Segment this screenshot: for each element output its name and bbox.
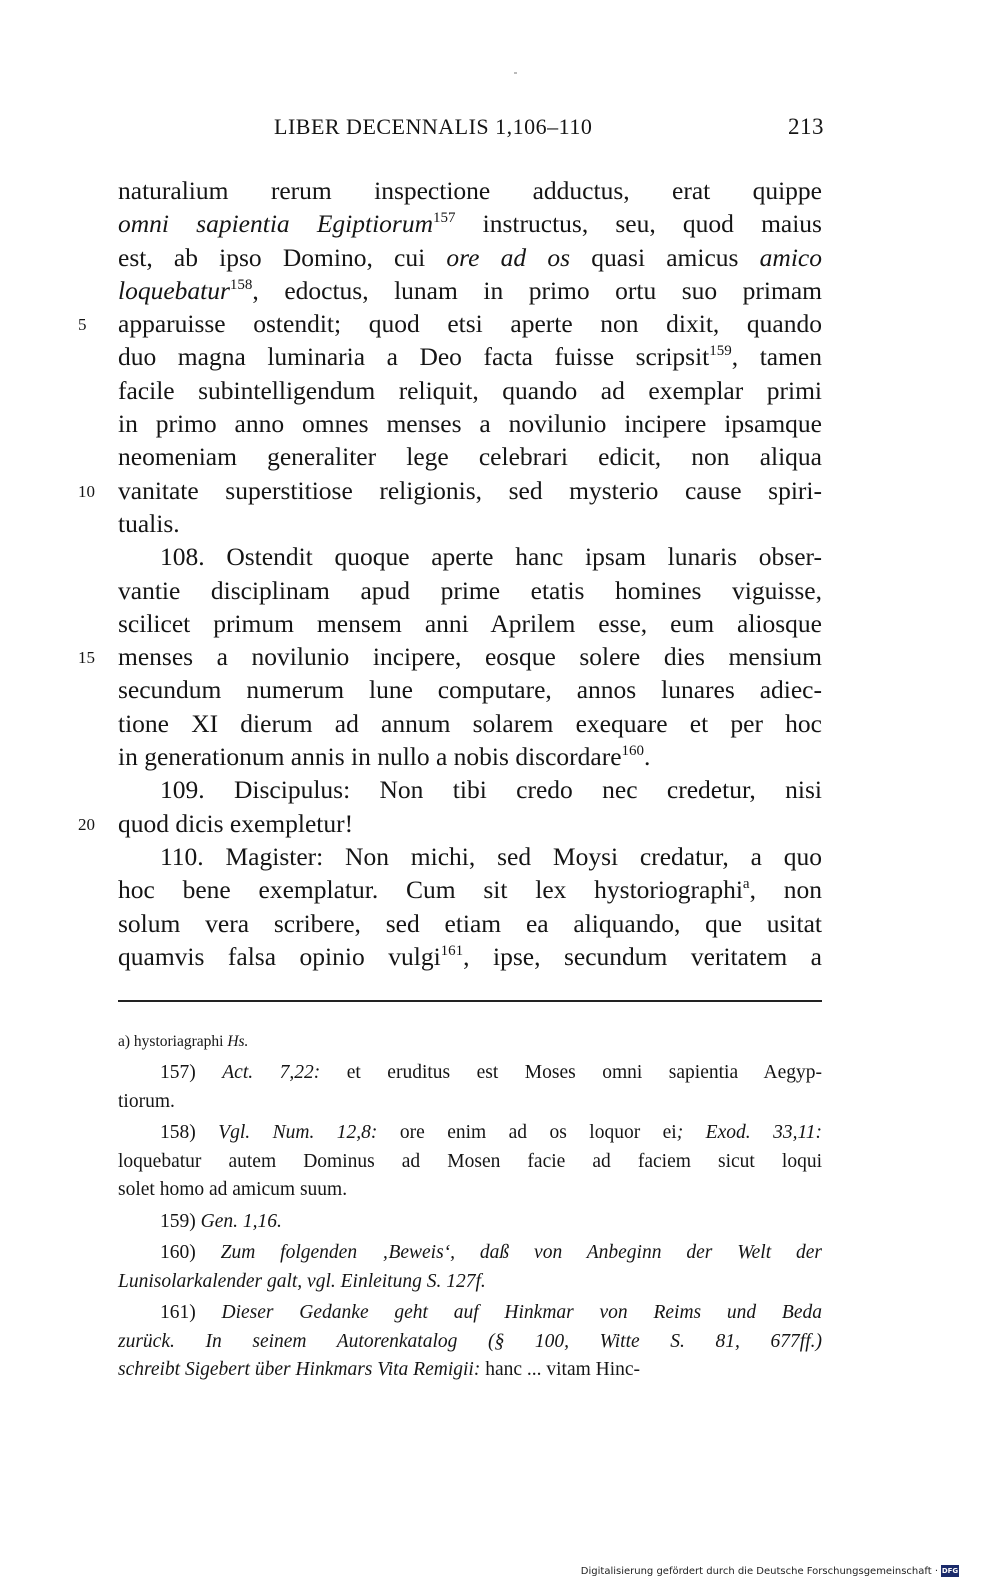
running-title: LIBER DECENNALIS 1,106–110 xyxy=(274,114,593,139)
text-line: est, ab ipso Domino, cui ore ad os quasi amicus amico xyxy=(118,242,822,272)
running-head xyxy=(118,114,824,144)
footnote-divider xyxy=(118,1000,822,1002)
main-text xyxy=(78,174,822,973)
footnote-158-cont: solet homo ad amicum suum. xyxy=(118,1179,348,1200)
paragraph-109-start: 109. Discipulus: Non tibi credo nec credetur, nisi xyxy=(160,775,822,805)
page-number: 213 xyxy=(788,114,824,139)
text-line: neomeniam generaliter lege celebrari edicit, non aliqua xyxy=(118,442,822,472)
text-line: 15 menses a novilunio incipere, eosque solere dies mensium xyxy=(118,640,822,673)
footnotes xyxy=(118,1033,822,1385)
footnote-ref: 161 xyxy=(440,942,464,959)
footnote-ref: 159 xyxy=(709,343,732,360)
text-line: in generationum annis in nullo a nobis discordare$^{160}$. xyxy=(118,742,651,772)
text-line: solum vera scribere, sed etiam ea aliquando, que usitat xyxy=(118,908,822,938)
footnote-161-cont: zurück. In seinem Autorenkatalog (§ 100, Witte S. 81, 677ff.) xyxy=(118,1330,822,1352)
text-line: 10 vanitate superstitiose religionis, sed mysterio cause spiri- xyxy=(118,474,822,507)
line-number: 20 xyxy=(78,814,95,834)
footnote-157: 157) Act. 7,22: et eruditus est Moses omni sapientia Aegyp- xyxy=(160,1062,822,1083)
text-line: omni sapientia Egiptiorum$^{157}$ instructus, seu, quod maius xyxy=(118,209,822,239)
text-line: 20 quod dicis exempletur! xyxy=(118,807,822,840)
footnote-159: 159) Gen. 1,16. xyxy=(160,1210,282,1232)
footnote-157-cont: tiorum. xyxy=(118,1090,175,1112)
footnote-ref: 158 xyxy=(229,276,253,293)
text-line: vantie disciplinam apud prime etatis homines viguisse, xyxy=(118,575,822,605)
footnote-ref: 157 xyxy=(433,210,456,227)
digitization-credit: Digitalisierung gefördert durch die Deutsche Forschungsgemeinschaft · xyxy=(580,1566,938,1577)
text-line: duo magna luminaria a Deo facta fuisse scripsit$^{159}$, tamen xyxy=(118,342,822,372)
line-number: 15 xyxy=(78,648,95,668)
text-line: in primo anno omnes menses a novilunio incipere ipsamque xyxy=(118,409,822,439)
dfg-logo: DFG xyxy=(941,1567,959,1575)
line-number: 5 xyxy=(78,315,87,335)
text-line: facile subintelligendum reliquit, quando ad exemplar primi xyxy=(118,375,822,405)
paragraph-110-start: 110. Magister: Non michi, sed Moysi credatur, a quo xyxy=(160,841,822,871)
paragraph-108-start: 108. Ostendit quoque aperte hanc ipsam lunaris obser- xyxy=(160,542,822,572)
text-line: secundum numerum lune computare, annos lunares adiec- xyxy=(118,675,822,705)
text-line: tualis. xyxy=(118,508,180,538)
text-line: tione XI dierum ad annum solarem exequare et per hoc xyxy=(118,708,822,738)
line-number: 10 xyxy=(78,481,95,501)
text-line: scilicet primum mensem anni Aprilem esse, eum aliosque xyxy=(118,608,822,638)
footnote-161: 161) Dieser Gedanke geht auf Hinkmar von Reims und Beda xyxy=(160,1302,822,1323)
apparatus-note-a: a) hystoriagraphi Hs. xyxy=(118,1033,249,1050)
footnote-160: 160) Zum folgenden ‚Beweis‘, daß von Anbeginn der Welt der xyxy=(160,1242,822,1263)
footnote-158-cont: loquebatur autem Dominus ad Mosen facie ad faciem sicut loqui xyxy=(118,1150,822,1172)
text-line: 5 apparuisse ostendit; quod etsi aperte non dixit, quando xyxy=(118,307,822,340)
apparatus-ref: a xyxy=(742,876,750,893)
text-line: naturalium rerum inspectione adductus, erat quippe xyxy=(118,176,822,205)
footnote-160-cont: Lunisolarkalender galt, vgl. Einleitung S. 127f. xyxy=(118,1270,486,1292)
footnote-158: 158) Vgl. Num. 12,8: ore enim ad os loquor ei; Exod. 33,11: xyxy=(160,1122,822,1143)
footnote-161-cont: schreibt Sigebert über Hinkmars Vita Remigii: hanc ... vitam Hinc- xyxy=(118,1359,641,1380)
scan-speck xyxy=(514,72,517,74)
text-line: quamvis falsa opinio vulgi$^{161}$, ipse, secundum veritatem a xyxy=(118,941,822,971)
text-line: loquebatur$^{158}$, edoctus, lunam in primo ortu suo primam xyxy=(118,275,822,305)
footnote-ref: 160 xyxy=(621,743,645,760)
text-line: hoc bene exemplatur. Cum sit lex hystoriographi$^a$, non xyxy=(118,875,822,905)
